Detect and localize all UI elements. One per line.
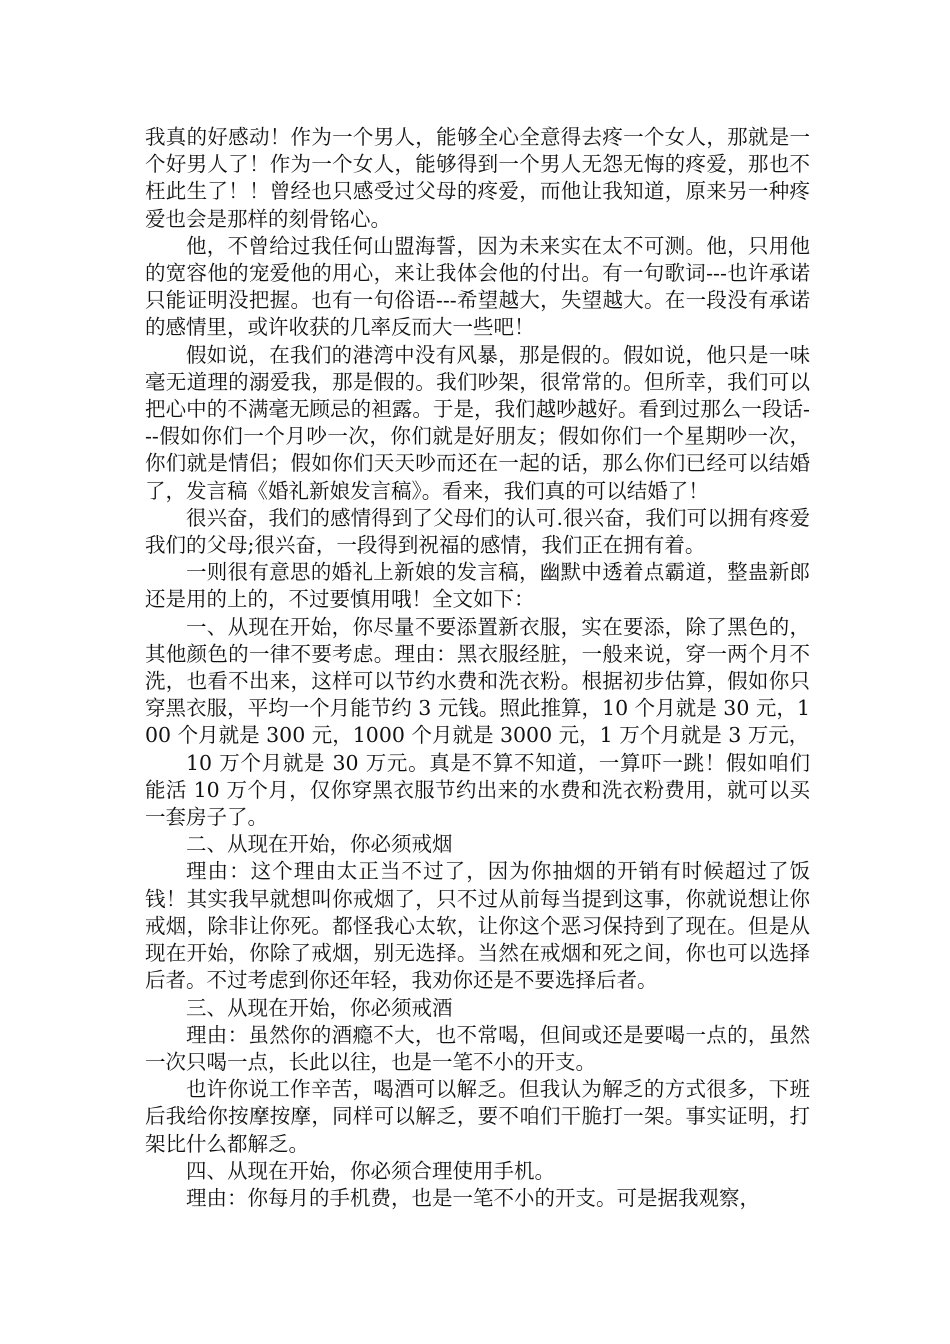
paragraph-11: 理由：虽然你的酒瘾不大，也不常喝，但间或还是要喝一点的，虽然一次只喝一点，长此以往，也是一笔不小的开支。 <box>145 1022 810 1074</box>
paragraph-1: 我真的好感动！作为一个男人，能够全心全意得去疼一个女人，那就是一个好男人了！作为一个女人，能够得到一个男人无怨无悔的疼爱，那也不枉此生了！！曾经也只感受过父母的疼爱，而他让我知道，原来另一种疼爱也会是那样的刻骨铭心。 <box>145 125 810 231</box>
paragraph-12: 也许你说工作辛苦，喝酒可以解乏。但我认为解乏的方式很多，下班后我给你按摩按摩，同样可以解乏，要不咱们干脆打一架。事实证明，打架比什么都解乏。 <box>145 1077 810 1156</box>
paragraph-4: 很兴奋，我们的感情得到了父母们的认可.很兴奋，我们可以拥有疼爱我们的父母;很兴奋，一段得到祝福的感情，我们正在拥有着。 <box>145 505 810 558</box>
paragraph-2: 他，不曾给过我任何山盟海誓，因为未来实在太不可测。他，只用他的宽容他的宠爱他的用心，来让我体会他的付出。有一句歌词---也许承诺只能证明没把握。也有一句俗语---希望越大，失望越大。在一段没有承诺的感情里，或许收获的几率反而大一些吧！ <box>145 233 810 340</box>
section-heading-2: 二、从现在开始，你必须戒烟 <box>186 832 453 857</box>
paragraph-7: 10 万个月就是 30 万元。真是不算不知道，一算吓一跳！假如咱们能活 10 万个月，仅你穿黑衣服节约出来的水费和洗衣粉费用，就可以买一套房子了。 <box>145 750 810 830</box>
paragraph-6: 一、从现在开始，你尽量不要添置新衣服，实在要添，除了黑色的，其他颜色的一律不要考虑。理由：黑衣服经脏，一般来说，穿一两个月不洗，也看不出来，这样可以节约水费和洗衣粉。根据初步估算，假如你只穿黑衣服，平均一个月能节约 3 元钱。照此推算，10 个月就是 30 元，100 个月就是 300 元，1000 个月就是 3000 元，1 万个月就是 3 万元， <box>145 614 810 748</box>
paragraph-5: 一则很有意思的婚礼上新娘的发言稿，幽默中透着点霸道，整蛊新郎还是用的上的，不过要慎用哦！全文如下： <box>145 560 810 612</box>
paragraph-9: 理由：这个理由太正当不过了，因为你抽烟的开销有时候超过了饭钱！其实我早就想叫你戒烟了，只不过从前每当提到这事，你就说想让你戒烟，除非让你死。都怪我心太软，让你这个恶习保持到了现在。但是从现在开始，你除了戒烟，别无选择。当然在戒烟和死之间，你也可以选择后者。不过考虑到你还年轻，我劝你还是不要选择后者。 <box>145 859 810 993</box>
section-heading-4: 四、从现在开始，你必须合理使用手机。 <box>186 1158 555 1183</box>
paragraph-14: 理由：你每月的手机费，也是一笔不小的开支。可是据我观察， <box>186 1185 760 1210</box>
document-body <box>145 124 810 1212</box>
paragraph-3: 假如说，在我们的港湾中没有风暴，那是假的。假如说，他只是一味毫无道理的溺爱我，那是假的。我们吵架，很常常的。但所幸，我们可以把心中的不满毫无顾忌的袒露。于是，我们越吵越好。看到过那么一段话---假如你们一个月吵一次，你们就是好朋友；假如你们一个星期吵一次，你们就是情侣；假如你们天天吵而还在一起的话，那么你们已经可以结婚了，发言稿《婚礼新娘发言稿》。看来，我们真的可以结婚了！ <box>145 342 810 503</box>
section-heading-3: 三、从现在开始，你必须戒酒 <box>186 995 453 1020</box>
